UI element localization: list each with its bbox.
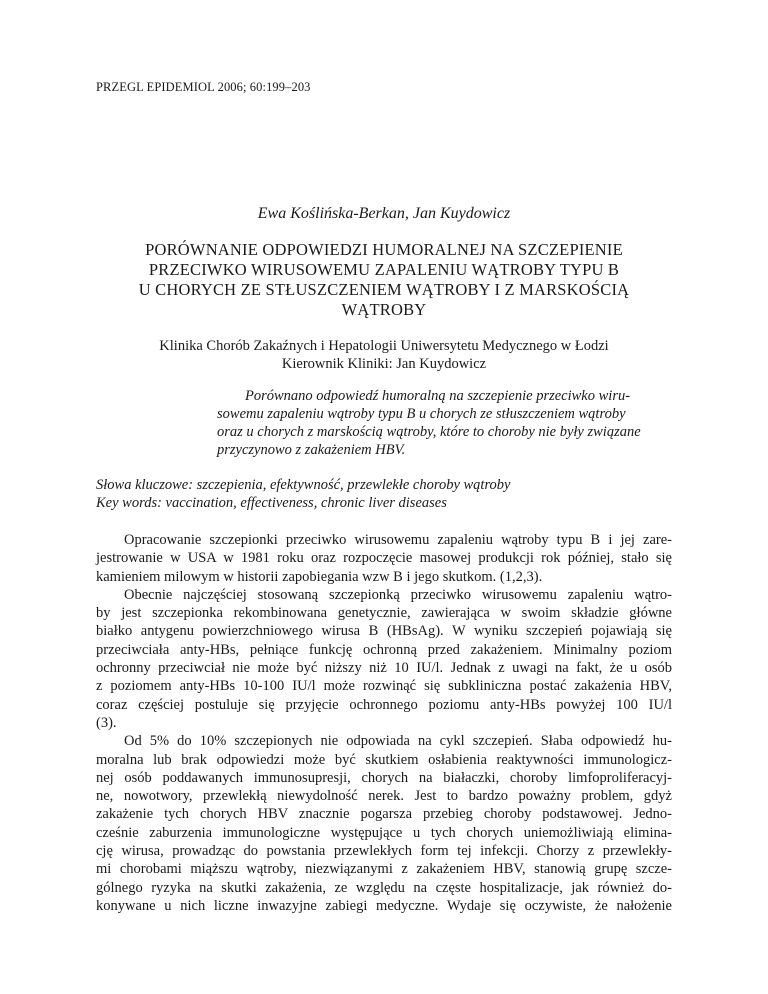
body-line: cześnie zaburzenia immunologiczne występujące u tych chorych uniemożliwiają elimina- [96,824,672,841]
authors: Ewa Koślińska-Berkan, Jan Kuydowicz [257,205,511,222]
body-line: ne, nowotwory, przewlekłą niewydolność nerek. Jest to bardzo poważny problem, gdyż [96,788,672,805]
body-line: ochronny przeciwciał nie może być niższy niż 10 IU/l. Jednak z uwagi na fakt, że u osób [96,660,672,677]
body-line: (3). [96,714,117,731]
journal-header: PRZEGL EPIDEMIOL 2006; 60:199–203 [96,80,311,94]
affiliation-head: Kierownik Kliniki: Jan Kuydowicz [281,356,487,372]
body-line: nej osób poddawanych immunosupresji, chorych na białaczki, choroby limfoproliferacyj- [96,769,672,786]
body-line: by jest szczepionka rekombinowana genetycznie, zawierająca w swoim składzie główne [96,605,672,622]
body-line: białko antygenu powierzchniowego wirusa B (HBsAg). W wyniku szczepień pojawiają się [96,623,672,640]
keywords [96,476,672,512]
body-line: moralna lub brak odpowiedzi może być skutkiem osłabienia reaktywności immunologicz- [96,751,672,768]
abstract-line: oraz u chorych z marskością wątroby, które to choroby nie były związane [217,424,641,440]
keywords-en: Key words: vaccination, effectiveness, chronic liver diseases [96,495,447,511]
body-line: Od 5% do 10% szczepionych nie odpowiada na cykl szczepień. Słaba odpowiedź hu- [124,733,672,750]
abstract-line: sowemu zapaleniu wątroby typu B u chorych ze stłuszczeniem wątroby [217,406,626,422]
body-line: cję wirusa, prowadząc do powstania przewlekłych form tej infekcji. Chorzy z przewlekły- [96,843,672,860]
body-line: przeciwciała anty-HBs, pełniące funkcję ochronną przed zakażeniem. Minimalny poziom [96,641,672,658]
keywords-pl: Słowa kluczowe: szczepienia, efektywność, przewlekłe choroby wątroby [96,477,511,493]
article-title [96,240,672,320]
abstract [217,387,673,459]
body-line: zakażenie tych chorych HBV znacznie pogarsza przebieg choroby podstawowej. Jedno- [96,806,672,823]
body-line: mi chorobami miąższu wątroby, niezwiązanymi z zakażeniem HBV, stanowią grupę szcze- [96,861,672,878]
title-line: PORÓWNANIE ODPOWIEDZI HUMORALNEJ NA SZCZEPIENIE [145,240,623,259]
affiliation-institution: Klinika Chorób Zakaźnych i Hepatologii Uniwersytetu Medycznego w Łodzi [159,338,609,354]
title-line: U CHORYCH ZE STŁUSZCZENIEM WĄTROBY I Z MARSKOŚCIĄ [138,280,630,299]
abstract-line: przyczynowo z zakażeniem HBV. [217,442,406,458]
body-text [96,531,672,915]
body-line: konywane u nich liczne inwazyjne zabiegi medyczne. Wydaje się oczywiste, że nałożenie [96,897,672,914]
body-line: z poziomem anty-HBs 10-100 IU/l może rozwinąć się subkliniczna postać zakażenia HBV, [96,678,672,695]
body-line: Opracowanie szczepionki przeciwko wirusowemu zapaleniu wątroby typu B i jej zare- [124,532,672,548]
body-line: Obecnie najczęściej stosowaną szczepionką przeciwko wirusowemu zapaleniu wątro- [124,586,672,603]
title-line: WĄTROBY [341,300,427,319]
title-line: PRZECIWKO WIRUSOWEMU ZAPALENIU WĄTROBY TYPU B [148,260,620,279]
body-line: jestrowanie w USA w 1981 roku oraz rozpoczęcie masowej produkcji rok później, stało się [96,550,672,567]
abstract-line: Porównano odpowiedź humoralną na szczepienie przeciwko wiru- [245,388,631,404]
affiliation [96,337,672,373]
body-line: kamieniem milowym w historii zapobiegania wzw B i jego skutkom. (1,2,3). [96,568,543,585]
body-line: coraz częściej postuluje się przyjęcie ochronnego poziomu anty-HBs powyżej 100 IU/l [96,696,672,713]
body-line: gólnego ryzyka na skutki zakażenia, ze względu na częste hospitalizacje, jak również do- [96,879,672,896]
